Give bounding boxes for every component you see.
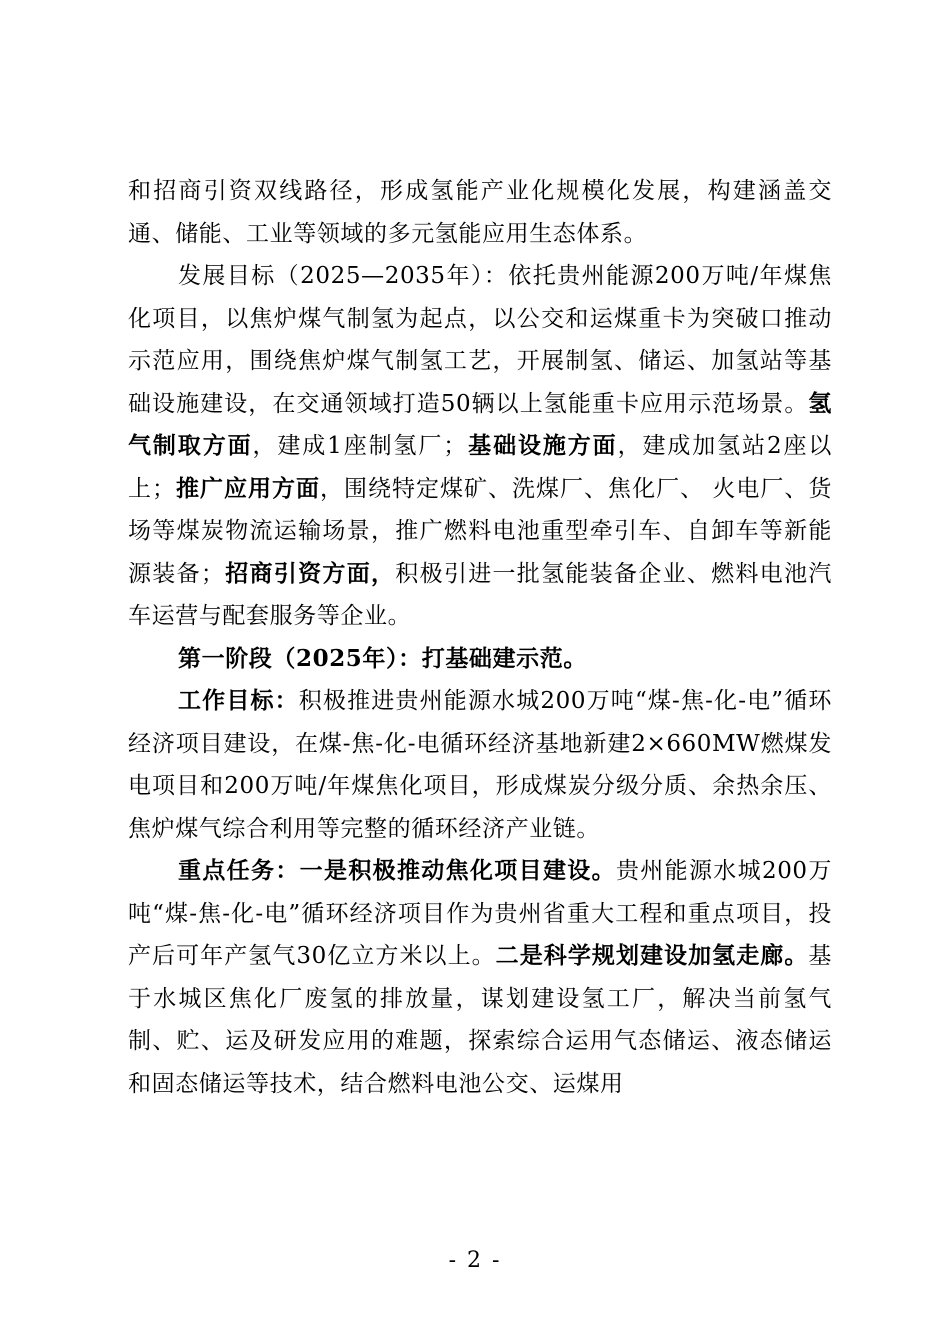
document-body bbox=[128, 170, 832, 1105]
text-segment: 积极引进一批氢能装备企业、燃料电池汽车运营与配套服务等企业。 bbox=[128, 560, 832, 629]
bold-heading-key-tasks: 重点任务：一是积极推动焦化项目建设。 bbox=[178, 857, 616, 884]
bold-heading-hydrogen-corridor: 二是科学规划建设加氢走廊。 bbox=[495, 942, 809, 969]
section-heading-phase-one bbox=[128, 638, 832, 681]
text-segment: 发展目标（2025—2035年）：依托贵州能源200万吨/年煤焦化项目，以焦炉煤气制氢为起点，以公交和运煤重卡为突破口推动示范应用，围绕焦炉煤气制氢工艺，开展制氢、储运、加氢站等基础设施建设，在交通领域打造50辆以上氢能重卡应用示范场景。 bbox=[128, 263, 832, 417]
paragraph-key-tasks bbox=[128, 850, 832, 1105]
bold-heading-work-goal: 工作目标： bbox=[178, 687, 299, 714]
bold-heading-promotion: 推广应用方面 bbox=[175, 474, 321, 502]
bold-heading-investment: 招商引资方面， bbox=[224, 559, 396, 587]
text-segment: ，围绕特定煤矿、洗煤厂、焦化厂、 火电厂、货场等煤炭物流运输场景，推广燃料电池重型牵引车、自卸车等新能源装备； bbox=[128, 475, 832, 587]
text-segment: ，建成加氢站2座以上； bbox=[128, 433, 832, 502]
paragraph-work-goal bbox=[128, 680, 832, 850]
text-segment: 贵州能源水城200万吨“煤-焦-化-电”循环经济项目作为贵州省重大工程和重点项目，投产后可年产氢气30亿立方米以上。 bbox=[128, 858, 832, 969]
page-number: - 2 - bbox=[448, 1248, 502, 1273]
text-segment: 基于水城区焦化厂废氢的排放量，谋划建设氢工厂，解决当前氢气制、贮、运及研发应用的难题，探索综合运用气态储运、液态储运和固态储运等技术，结合燃料电池公交、运煤用 bbox=[128, 943, 832, 1097]
bold-heading-hydrogen-production: 氢气制取方面 bbox=[128, 389, 832, 459]
paragraph-intro bbox=[128, 170, 832, 255]
text-segment: 积极推进贵州能源水城200万吨“煤-焦-化-电”循环经济项目建设，在煤-焦-化-电循环经济基地新建2×660MW燃煤发电项目和200万吨/年煤焦化项目，形成煤炭分级分质、余热余压、焦炉煤气综合利用等完整的循环经济产业链。 bbox=[128, 688, 832, 842]
text-segment: 和招商引资双线路径，形成氢能产业化规模化发展，构建涵盖交通、储能、工业等领域的多元氢能应用生态体系。 bbox=[128, 178, 832, 247]
bold-heading-infrastructure: 基础设施方面 bbox=[466, 432, 618, 459]
text-segment: 第一阶段（2025年）：打基础建示范。 bbox=[178, 644, 587, 672]
paragraph-development-goal bbox=[128, 255, 832, 638]
text-segment: ，建成1座制氢厂； bbox=[252, 433, 467, 459]
